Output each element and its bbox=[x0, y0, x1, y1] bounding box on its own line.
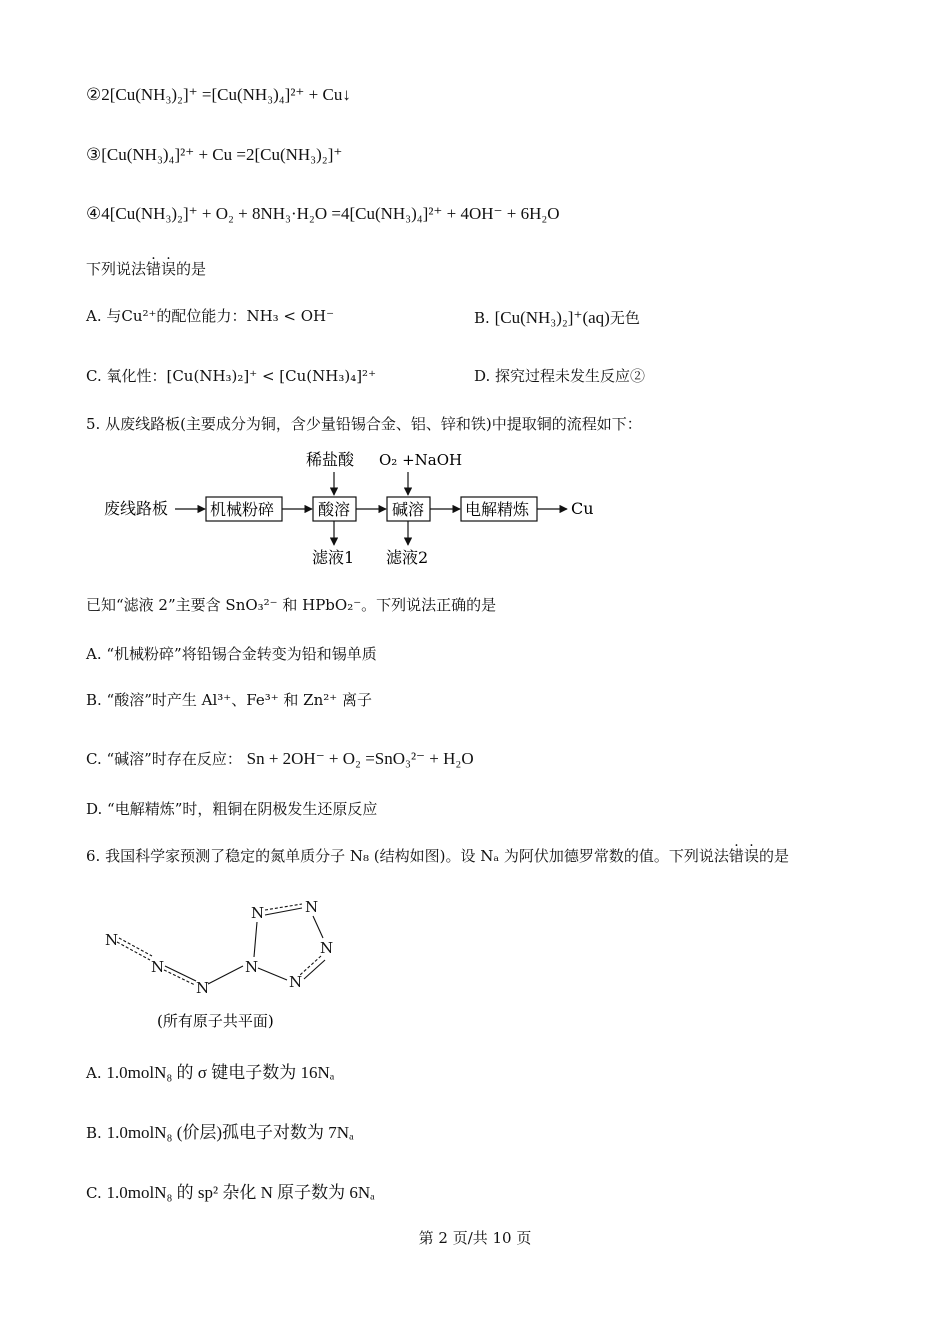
q4-option-b: B. [Cu(NH₃)₂]⁺(aq)无色 bbox=[474, 308, 640, 327]
filtrate-1: 滤液1 bbox=[312, 548, 355, 567]
question-6-stem: 6. 我国科学家预测了稳定的氮单质分子 N₈ (结构如图)。设 Nₐ 为阿伏加德罗常数的值。下列说法错误的是 bbox=[86, 847, 789, 865]
atom-n: N bbox=[151, 958, 165, 976]
question-4-stem: 下列说法错误的是 bbox=[86, 260, 207, 278]
flow-step3: 碱溶 bbox=[392, 500, 425, 519]
q5-known: 已知“滤液 2”主要含 SnO₃²⁻ 和 HPbO₂⁻。下列说法正确的是 bbox=[86, 596, 497, 614]
atom-n: N bbox=[105, 931, 119, 949]
n8-structure-diagram bbox=[95, 890, 355, 1035]
q5-option-a: A. “机械粉碎”将铅锡合金转变为铅和锡单质 bbox=[86, 645, 377, 663]
page-footer: 第 2 页/共 10 页 bbox=[418, 1229, 532, 1247]
atom-n: N bbox=[196, 979, 210, 997]
q5-option-c: C. “碱溶”时存在反应： Sn + 2OH⁻ + O₂ =SnO₃²⁻ + H₂O bbox=[86, 749, 474, 768]
flow-end: Cu bbox=[571, 499, 594, 518]
atom-n: N bbox=[245, 958, 259, 976]
q4-option-a: A. 与Cu²⁺的配位能力：NH₃ < OH⁻ bbox=[86, 307, 335, 325]
q5-option-b: B. “酸溶”时产生 Al³⁺、Fe³⁺ 和 Zn²⁺ 离子 bbox=[86, 691, 372, 709]
reagent-base: O₂ +NaOH bbox=[379, 451, 463, 469]
flow-step4: 电解精炼 bbox=[465, 500, 530, 519]
equation-2: ②2[Cu(NH₃)₂]⁺ =[Cu(NH₃)₄]²⁺ + Cu↓ bbox=[86, 85, 351, 104]
q6-option-b: B. 1.0molN₈ (价层)孤电子对数为 7Nₐ bbox=[86, 1123, 354, 1142]
atom-n: N bbox=[305, 898, 319, 916]
q4-option-c: C. 氧化性：[Cu(NH₃)₂]⁺ < [Cu(NH₃)₄]²⁺ bbox=[86, 367, 376, 385]
q5-option-d: D. “电解精炼”时，粗铜在阴极发生还原反应 bbox=[86, 800, 378, 818]
atom-n: N bbox=[251, 904, 265, 922]
equation-3: ③[Cu(NH₃)₄]²⁺ + Cu =2[Cu(NH₃)₂]⁺ bbox=[86, 145, 343, 164]
process-flow-diagram bbox=[95, 445, 615, 575]
q6-option-a: A. 1.0molN₈ 的 σ 键电子数为 16Nₐ bbox=[86, 1063, 335, 1082]
q6-option-c: C. 1.0molN₈ 的 sp² 杂化 N 原子数为 6Nₐ bbox=[86, 1183, 375, 1202]
atom-n: N bbox=[289, 973, 303, 991]
structure-caption: (所有原子共平面) bbox=[157, 1012, 274, 1030]
equation-4: ④4[Cu(NH₃)₂]⁺ + O₂ + 8NH₃·H₂O =4[Cu(NH₃)₄]²⁺ + 4OH⁻ + 6H₂O bbox=[86, 204, 560, 223]
atom-n: N bbox=[320, 939, 334, 957]
flow-step1: 机械粉碎 bbox=[210, 500, 275, 519]
flow-start: 废线路板 bbox=[104, 499, 169, 518]
reagent-acid: 稀盐酸 bbox=[306, 450, 355, 469]
flow-step2: 酸溶 bbox=[318, 500, 351, 519]
question-5-stem: 5. 从废线路板(主要成分为铜，含少量铅锡合金、铝、锌和铁)中提取铜的流程如下： bbox=[86, 415, 642, 433]
filtrate-2: 滤液2 bbox=[386, 548, 429, 567]
q4-option-d: D. 探究过程未发生反应② bbox=[474, 367, 646, 385]
